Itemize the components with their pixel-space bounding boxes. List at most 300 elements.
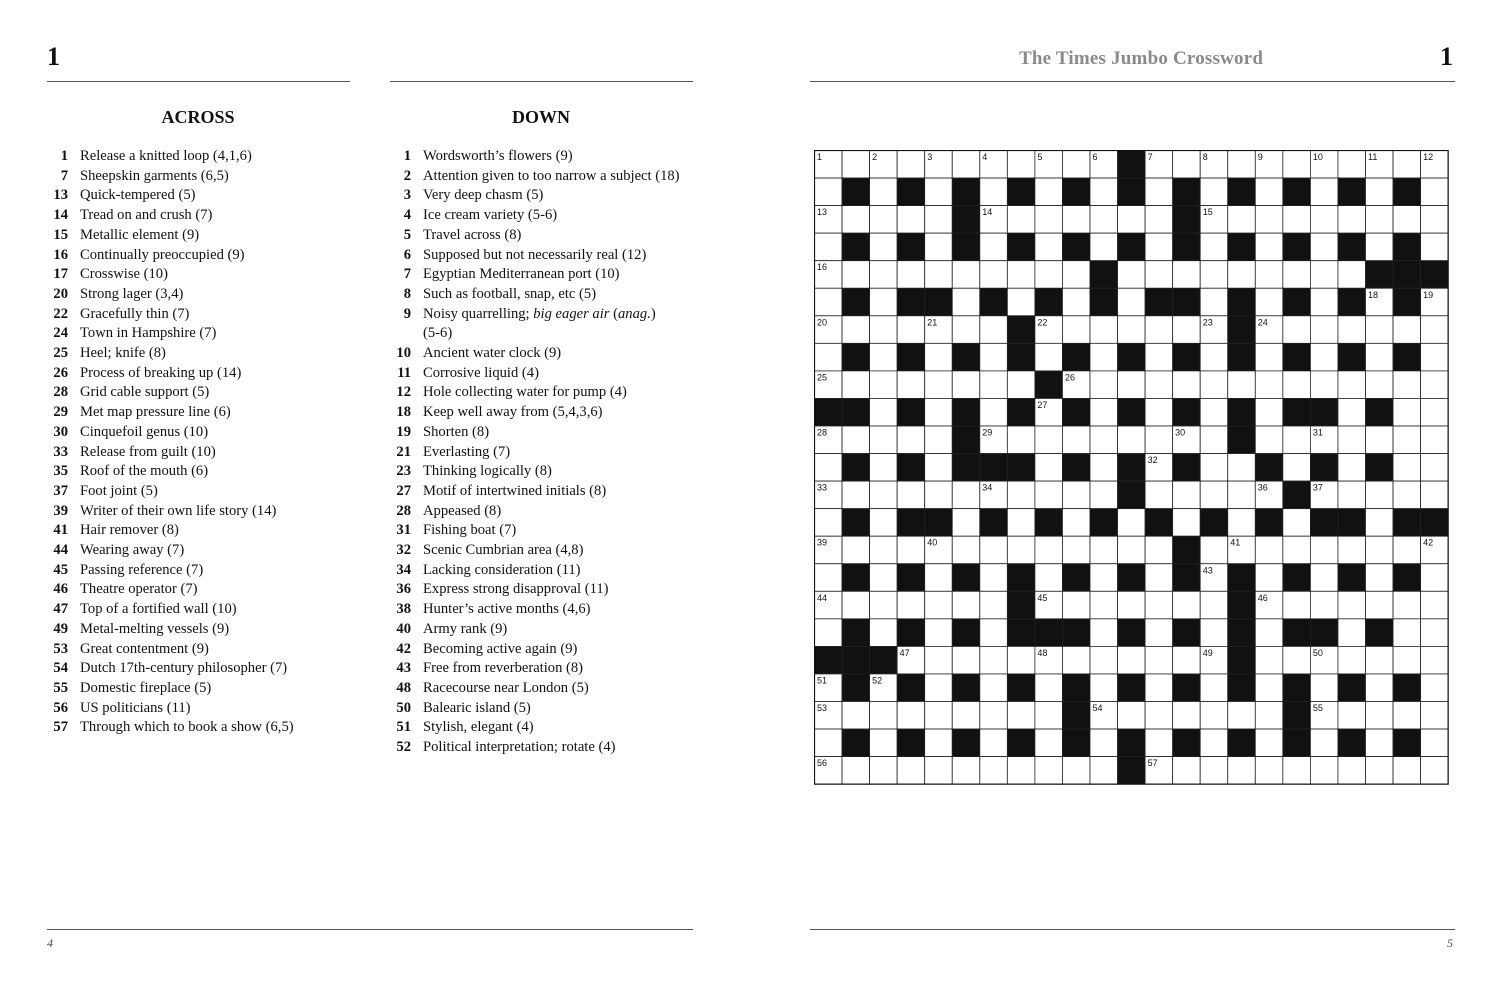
grid-cell[interactable] [952,536,980,564]
grid-cell[interactable] [952,591,980,619]
grid-cell[interactable] [1338,371,1366,399]
grid-cell[interactable] [1200,454,1228,482]
grid-cell[interactable] [1062,151,1090,179]
grid-cell[interactable] [1421,619,1449,647]
down-clue-11[interactable] [391,364,696,384]
grid-cell[interactable] [1118,702,1146,730]
grid-cell[interactable] [1310,757,1338,785]
grid-cell[interactable] [870,261,898,289]
grid-cell[interactable] [1200,757,1228,785]
grid-cell[interactable] [1145,371,1173,399]
grid-cell[interactable] [1366,371,1394,399]
grid-cell[interactable] [925,454,953,482]
across-clue-1[interactable] [48,147,348,167]
grid-cell[interactable] [980,343,1008,371]
grid-cell[interactable] [842,151,870,179]
grid-cell[interactable] [1310,591,1338,619]
down-clue-21[interactable] [391,443,696,463]
grid-cell[interactable] [1118,426,1146,454]
grid-cell[interactable] [1200,674,1228,702]
across-clue-39[interactable] [48,502,348,522]
down-clue-5[interactable] [391,226,696,246]
grid-cell[interactable] [1228,151,1256,179]
grid-cell[interactable] [980,564,1008,592]
grid-cell[interactable] [1421,674,1449,702]
grid-cell[interactable] [1173,481,1201,509]
grid-cell[interactable] [870,591,898,619]
grid-cell[interactable] [1090,591,1118,619]
grid-cell[interactable] [1007,646,1035,674]
grid-cell[interactable] [815,454,843,482]
grid-cell[interactable] [980,233,1008,261]
grid-cell[interactable] [1173,646,1201,674]
grid-cell[interactable] [1338,454,1366,482]
grid-cell[interactable] [980,702,1008,730]
grid-cell[interactable] [925,591,953,619]
down-clue-19[interactable] [391,423,696,443]
grid-cell[interactable] [870,454,898,482]
grid-cell[interactable] [1421,454,1449,482]
grid-cell[interactable] [1421,398,1449,426]
grid-cell[interactable] [870,233,898,261]
grid-cell[interactable] [1421,233,1449,261]
grid-cell[interactable] [925,261,953,289]
grid-cell[interactable] [897,261,925,289]
grid-cell[interactable] [925,233,953,261]
grid-cell[interactable] [1062,316,1090,344]
grid-cell[interactable] [870,426,898,454]
grid-cell[interactable] [897,371,925,399]
grid-cell[interactable] [1338,426,1366,454]
grid-cell[interactable] [925,757,953,785]
grid-cell[interactable] [1393,151,1421,179]
down-clue-2[interactable] [391,167,696,187]
grid-cell[interactable] [1118,536,1146,564]
across-clue-35[interactable] [48,462,348,482]
grid-cell[interactable] [1421,591,1449,619]
grid-cell[interactable] [1393,702,1421,730]
grid-cell[interactable] [870,398,898,426]
grid-cell[interactable] [1255,206,1283,234]
grid-cell[interactable] [1173,316,1201,344]
grid-cell[interactable] [1200,536,1228,564]
grid-cell[interactable] [1255,702,1283,730]
grid-cell[interactable] [1062,426,1090,454]
grid-cell[interactable] [1393,426,1421,454]
grid-cell[interactable] [842,261,870,289]
grid-cell[interactable] [1145,316,1173,344]
down-clue-4[interactable] [391,206,696,226]
grid-cell[interactable] [980,729,1008,757]
grid-cell[interactable] [1255,426,1283,454]
across-clue-28[interactable] [48,383,348,403]
down-clue-10[interactable] [391,344,696,364]
grid-cell[interactable] [870,702,898,730]
grid-cell[interactable] [1145,343,1173,371]
grid-cell[interactable] [1393,757,1421,785]
grid-cell[interactable] [1255,261,1283,289]
grid-cell[interactable] [1090,398,1118,426]
down-clue-52[interactable] [391,738,696,758]
grid-cell[interactable] [1366,591,1394,619]
grid-cell[interactable] [1145,646,1173,674]
across-clue-33[interactable] [48,443,348,463]
grid-cell[interactable] [870,536,898,564]
grid-cell[interactable] [1062,757,1090,785]
grid-cell[interactable] [1007,702,1035,730]
grid-cell[interactable] [1062,509,1090,537]
grid-cell[interactable] [1283,316,1311,344]
grid-cell[interactable] [1228,206,1256,234]
grid-cell[interactable] [1200,591,1228,619]
grid-cell[interactable] [952,316,980,344]
grid-cell[interactable] [1173,151,1201,179]
grid-cell[interactable] [1007,371,1035,399]
down-clue-8[interactable] [391,285,696,305]
grid-cell[interactable] [1338,206,1366,234]
grid-cell[interactable] [1118,261,1146,289]
grid-cell[interactable] [1338,398,1366,426]
grid-cell[interactable] [1338,646,1366,674]
grid-cell[interactable] [925,646,953,674]
grid-cell[interactable] [1310,564,1338,592]
grid-cell[interactable] [952,757,980,785]
grid-cell[interactable] [870,206,898,234]
down-clue-28[interactable] [391,502,696,522]
grid-cell[interactable] [842,591,870,619]
grid-cell[interactable] [842,316,870,344]
grid-cell[interactable] [1310,316,1338,344]
grid-cell[interactable] [1035,564,1063,592]
grid-cell[interactable] [1145,729,1173,757]
grid-cell[interactable] [1283,426,1311,454]
grid-cell[interactable] [1035,206,1063,234]
across-clue-57[interactable] [48,718,348,738]
grid-cell[interactable] [815,729,843,757]
grid-cell[interactable] [1393,619,1421,647]
grid-cell[interactable] [1145,591,1173,619]
grid-cell[interactable] [1090,646,1118,674]
grid-cell[interactable] [1035,481,1063,509]
down-clue-32[interactable] [391,541,696,561]
grid-cell[interactable] [952,288,980,316]
grid-cell[interactable] [1090,757,1118,785]
grid-cell[interactable] [1393,398,1421,426]
grid-cell[interactable] [1366,646,1394,674]
grid-cell[interactable] [1338,619,1366,647]
crossword-grid[interactable] [814,150,1452,788]
grid-cell[interactable] [925,426,953,454]
grid-cell[interactable] [1421,343,1449,371]
grid-cell[interactable] [952,646,980,674]
across-clue-49[interactable] [48,620,348,640]
grid-cell[interactable] [1118,206,1146,234]
grid-cell[interactable] [1035,426,1063,454]
grid-cell[interactable] [1200,288,1228,316]
grid-cell[interactable] [1173,261,1201,289]
grid-cell[interactable] [1118,591,1146,619]
grid-cell[interactable] [980,646,1008,674]
grid-cell[interactable] [1283,536,1311,564]
grid-cell[interactable] [1173,757,1201,785]
grid-cell[interactable] [1338,316,1366,344]
grid-cell[interactable] [980,178,1008,206]
grid-cell[interactable] [1421,702,1449,730]
grid-cell[interactable] [1338,536,1366,564]
grid-cell[interactable] [1393,536,1421,564]
across-clue-53[interactable] [48,640,348,660]
grid-cell[interactable] [842,206,870,234]
grid-cell[interactable] [1283,646,1311,674]
down-clue-27[interactable] [391,482,696,502]
grid-cell[interactable] [1035,454,1063,482]
grid-cell[interactable] [1145,233,1173,261]
across-clue-14[interactable] [48,206,348,226]
grid-cell[interactable] [1310,178,1338,206]
grid-cell[interactable] [952,371,980,399]
grid-cell[interactable] [925,178,953,206]
grid-cell[interactable] [1173,509,1201,537]
grid-cell[interactable] [1007,151,1035,179]
grid-cell[interactable] [1090,536,1118,564]
across-clue-22[interactable] [48,305,348,325]
grid-cell[interactable] [980,674,1008,702]
grid-cell[interactable] [842,757,870,785]
grid-cell[interactable] [1366,316,1394,344]
grid-cell[interactable] [1173,371,1201,399]
grid-cell[interactable] [1035,178,1063,206]
grid-cell[interactable] [952,261,980,289]
grid-cell[interactable] [1145,206,1173,234]
grid-cell[interactable] [1421,481,1449,509]
grid-cell[interactable] [1062,481,1090,509]
grid-cell[interactable] [1090,454,1118,482]
grid-cell[interactable] [815,343,843,371]
down-clue-43[interactable] [391,659,696,679]
grid-cell[interactable] [870,729,898,757]
across-clue-20[interactable] [48,285,348,305]
across-clue-26[interactable] [48,364,348,384]
grid-cell[interactable] [1393,591,1421,619]
grid-cell[interactable] [842,371,870,399]
grid-cell[interactable] [1118,288,1146,316]
grid-cell[interactable] [1283,454,1311,482]
grid-cell[interactable] [870,509,898,537]
grid-cell[interactable] [1200,426,1228,454]
grid-cell[interactable] [1366,536,1394,564]
across-clue-41[interactable] [48,521,348,541]
down-clue-34[interactable] [391,561,696,581]
across-clue-55[interactable] [48,679,348,699]
grid-cell[interactable] [1145,261,1173,289]
grid-cell[interactable] [1090,206,1118,234]
grid-cell[interactable] [980,619,1008,647]
grid-cell[interactable] [1310,233,1338,261]
grid-cell[interactable] [1393,454,1421,482]
across-clue-56[interactable] [48,699,348,719]
grid-cell[interactable] [1421,371,1449,399]
grid-cell[interactable] [1200,729,1228,757]
grid-cell[interactable] [1366,343,1394,371]
grid-cell[interactable] [842,702,870,730]
grid-cell[interactable] [1090,729,1118,757]
grid-cell[interactable] [1255,646,1283,674]
down-clue-1[interactable] [391,147,696,167]
grid-cell[interactable] [1338,151,1366,179]
grid-cell[interactable] [1228,481,1256,509]
down-clue-23[interactable] [391,462,696,482]
down-clue-9[interactable] [391,305,696,344]
grid-cell[interactable] [1090,316,1118,344]
grid-cell[interactable] [925,729,953,757]
grid-cell[interactable] [1366,509,1394,537]
grid-cell[interactable] [1366,564,1394,592]
grid-cell[interactable] [1393,646,1421,674]
down-clue-42[interactable] [391,640,696,660]
grid-cell[interactable] [870,316,898,344]
grid-cell[interactable] [1255,398,1283,426]
grid-cell[interactable] [1393,481,1421,509]
grid-cell[interactable] [1090,564,1118,592]
grid-cell[interactable] [1035,702,1063,730]
grid-cell[interactable] [815,619,843,647]
across-clue-17[interactable] [48,265,348,285]
grid-cell[interactable] [1145,481,1173,509]
across-clue-24[interactable] [48,324,348,344]
grid-cell[interactable] [1090,178,1118,206]
grid-cell[interactable] [1366,178,1394,206]
grid-cell[interactable] [1255,343,1283,371]
grid-cell[interactable] [1283,591,1311,619]
grid-cell[interactable] [1007,536,1035,564]
grid-cell[interactable] [1366,481,1394,509]
grid-cell[interactable] [815,509,843,537]
grid-cell[interactable] [980,261,1008,289]
grid-cell[interactable] [1062,206,1090,234]
across-clue-7[interactable] [48,167,348,187]
grid-cell[interactable] [1035,536,1063,564]
grid-cell[interactable] [1145,536,1173,564]
grid-cell[interactable] [1035,233,1063,261]
across-clue-15[interactable] [48,226,348,246]
grid-cell[interactable] [952,151,980,179]
down-clue-3[interactable] [391,186,696,206]
grid-cell[interactable] [897,206,925,234]
grid-cell[interactable] [1007,206,1035,234]
grid-cell[interactable] [1255,674,1283,702]
grid-cell[interactable] [980,316,1008,344]
grid-cell[interactable] [815,233,843,261]
grid-cell[interactable] [1283,261,1311,289]
grid-cell[interactable] [1366,426,1394,454]
grid-cell[interactable] [1310,343,1338,371]
grid-cell[interactable] [1338,702,1366,730]
grid-cell[interactable] [1007,509,1035,537]
grid-cell[interactable] [1255,371,1283,399]
grid-cell[interactable] [897,481,925,509]
grid-cell[interactable] [1310,536,1338,564]
grid-cell[interactable] [1255,536,1283,564]
grid-cell[interactable] [1338,757,1366,785]
grid-cell[interactable] [870,178,898,206]
grid-cell[interactable] [980,398,1008,426]
down-clue-51[interactable] [391,718,696,738]
grid-cell[interactable] [1200,371,1228,399]
grid-cell[interactable] [897,151,925,179]
grid-cell[interactable] [980,371,1008,399]
grid-cell[interactable] [1145,619,1173,647]
grid-cell[interactable] [870,343,898,371]
grid-cell[interactable] [925,343,953,371]
across-clue-45[interactable] [48,561,348,581]
grid-cell[interactable] [1255,288,1283,316]
grid-cell[interactable] [1366,233,1394,261]
grid-cell[interactable] [1366,729,1394,757]
grid-cell[interactable] [897,316,925,344]
grid-cell[interactable] [897,426,925,454]
grid-cell[interactable] [815,288,843,316]
grid-cell[interactable] [1200,481,1228,509]
grid-cell[interactable] [897,536,925,564]
grid-cell[interactable] [925,564,953,592]
grid-cell[interactable] [1090,674,1118,702]
grid-cell[interactable] [1255,564,1283,592]
down-clue-6[interactable] [391,246,696,266]
grid-cell[interactable] [1173,591,1201,619]
grid-cell[interactable] [870,371,898,399]
grid-cell[interactable] [1118,646,1146,674]
grid-cell[interactable] [1035,674,1063,702]
grid-cell[interactable] [1366,674,1394,702]
grid-cell[interactable] [1090,233,1118,261]
grid-cell[interactable] [1145,426,1173,454]
grid-cell[interactable] [1007,481,1035,509]
grid-cell[interactable] [1145,564,1173,592]
down-clue-18[interactable] [391,403,696,423]
grid-cell[interactable] [1393,316,1421,344]
grid-cell[interactable] [1228,371,1256,399]
grid-cell[interactable] [1200,233,1228,261]
grid-cell[interactable] [1228,757,1256,785]
grid-cell[interactable] [1090,481,1118,509]
grid-cell[interactable] [1255,178,1283,206]
across-clue-29[interactable] [48,403,348,423]
down-clue-7[interactable] [391,265,696,285]
grid-cell[interactable] [925,371,953,399]
grid-cell[interactable] [1421,646,1449,674]
across-clue-54[interactable] [48,659,348,679]
grid-cell[interactable] [870,288,898,316]
down-clue-31[interactable] [391,521,696,541]
grid-cell[interactable] [1338,591,1366,619]
grid-cell[interactable] [815,564,843,592]
grid-cell[interactable] [1090,343,1118,371]
grid-cell[interactable] [870,757,898,785]
grid-cell[interactable] [1035,343,1063,371]
grid-cell[interactable] [1283,151,1311,179]
grid-cell[interactable] [1145,674,1173,702]
grid-cell[interactable] [925,702,953,730]
grid-cell[interactable] [980,757,1008,785]
grid-cell[interactable] [1310,206,1338,234]
grid-cell[interactable] [1310,288,1338,316]
grid-cell[interactable] [1173,702,1201,730]
grid-cell[interactable] [1310,261,1338,289]
grid-cell[interactable] [1090,426,1118,454]
across-clue-25[interactable] [48,344,348,364]
grid-cell[interactable] [897,702,925,730]
down-clue-40[interactable] [391,620,696,640]
